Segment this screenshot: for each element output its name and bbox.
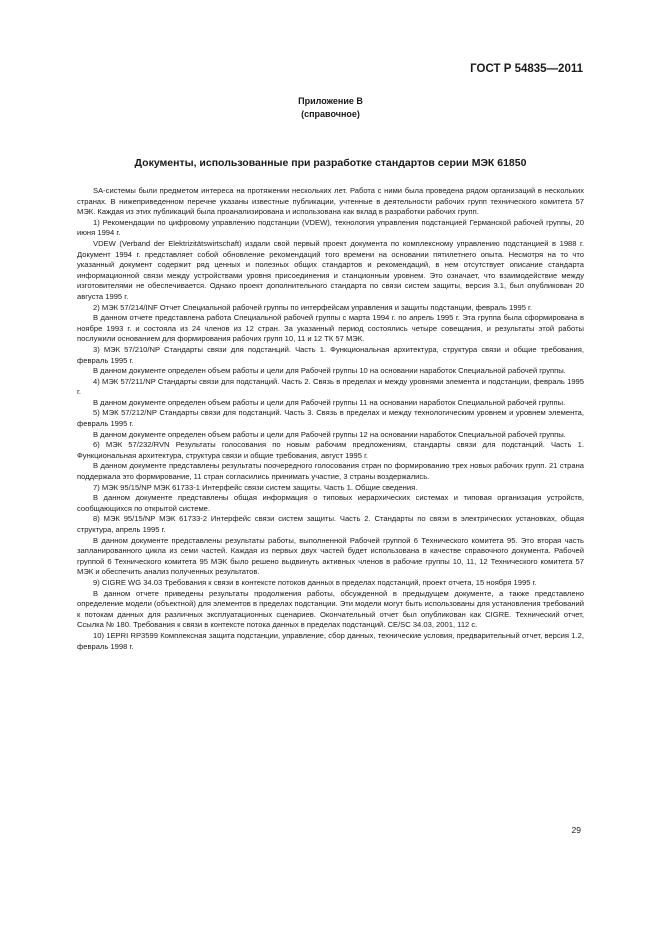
item-3: 3) МЭК 57/210/NP Стандарты связи для подстанций. Часть 1. Функциональная архитектура, структура связи и общие требования, февраль 1995 г.	[77, 344, 584, 365]
appendix-type: (справочное)	[301, 109, 360, 119]
section-title: Документы, использованные при разработке стандартов серии МЭК 61850	[134, 157, 527, 169]
item-6-description: В данном документе представлены результаты поочередного голосования стран по формированию трех новых рабочих групп. 21 страна поддержала это формирование, 11 стран согласились принимать участие, 3 страны воздержались.	[77, 461, 584, 482]
item-9: 9) CIGRE WG 34.03 Требования к связи в контексте потоков данных в пределах подстанций, проект отчета, 15 ноября 1995 г.	[93, 577, 537, 587]
document-id: ГОСТ Р 54835—2011	[470, 63, 583, 75]
item-5-description: В данном документе определен объем работы и цели для Рабочей группы 12 на основании наработок Специальной рабочей группы.	[93, 429, 566, 439]
item-7: 7) МЭК 95/15/NP МЭК 61733-1 Интерфейс связи систем защиты. Часть 1. Общие сведения.	[93, 482, 418, 492]
item-8: 8) МЭК 95/15/NP МЭК 61733-2 Интерфейс связи систем защиты. Часть 2. Стандарты по связи в электрических установках, общая структура, апрель 1995 г.	[77, 514, 584, 534]
item-10: 10) 1EPRI RP3599 Комплексная защита подстанции, управление, сбор данных, технические условия, предварительный отчет, версия 1.2, февраль 1998 г.	[77, 630, 584, 651]
item-2-description: В данном отчете представлена работа Специальной рабочей группы с марта 1994 г. по апрель 1995 г. Эта группа была сформирована в ноябре 1993 г. и состояла из 24 членов из 12 стран. За указанный период состоялись четыре совещания, и результаты этой работы послужили основанием для формирования рабочих групп 10, 11 и 12 ТК 57 МЭК.	[77, 313, 584, 344]
appendix-name: Приложение В	[298, 96, 363, 106]
body-text	[77, 186, 584, 652]
item-2: 2) МЭК 57/214/INF Отчет Специальной рабочей группы по интерфейсам управления и защиты подстанции, февраль 1995 г.	[93, 302, 532, 312]
item-5: 5) МЭК 57/212/NP Стандарты связи для подстанций. Часть 3. Связь в пределах и между технологическим уровнем и уровнем элемента, февраль 1995 г.	[77, 408, 584, 429]
item-4-description: В данном документе определен объем работы и цели для Рабочей группы 11 на основании наработок Специальной рабочей группы.	[93, 397, 566, 407]
item-3-description: В данном документе определен объем работы и цели для Рабочей группы 10 на основании наработок Специальной рабочей группы.	[93, 366, 566, 376]
item-7-description: В данном документе представлены общая информация о типовых иерархических системах и типовая организация устройств, сообщающихся по открытой системе.	[77, 493, 584, 513]
page-number: 29	[571, 825, 581, 835]
item-1: 1) Рекомендации по цифровому управлению подстанции (VDEW), технология управления подстанцией Германской рабочей группы, 20 июня 1994 г.	[77, 217, 584, 238]
appendix-heading	[0, 95, 661, 121]
item-6: 6) МЭК 57/232/RVN Результаты голосования по новым рабочим предложениям, стандарты связи для подстанций. Часть 1. Функциональная архитектура, структура связи и общие требования, август 1995 г.	[77, 440, 584, 460]
item-4: 4) МЭК 57/211/NP Стандарты связи для подстанций. Часть 2. Связь в пределах и между уровнями элемента и подстанции, февраль 1995 г.	[77, 376, 584, 397]
item-8-description: В данном документе представлены результаты работы, выполненной Рабочей группой 6 Технического комитета 95. Это вторая часть запланированного цикла из семи частей. Каждая из первых двух частей будет использована в качестве справочного документа. Рабочей группой 6 Технического комитета 95 МЭК было решено выдвинуть активных членов в рабочие группы 10, 11, 12 Технического комитета 57 МЭК и обеспечить анализ полученных результатов.	[77, 535, 584, 577]
item-1-description: VDEW (Verband der Elektrizitätswirtschaft) издали свой первый проект документа по комплексному управлению подстанцией в 1988 г. Документ 1994 г. представляет собой обновление рекомендаций того времени на основании пятилетнего опыта. Несмотря на то что указанный документ содержит ряд ценных и полезных общих стандартов и рекомендаций, в нем отсутствует описание стандарта информационной связи между устройствами уровня присоединения и станционным уровнем. Это означает, что взаимодействие между изготовителями не обеспечивается. Однако проект дополнительного стандарта по связи систем защиты, версия 3.1, был опубликован 20 августа 1995 г.	[77, 238, 584, 301]
intro-paragraph: SA-системы были предметом интереса на протяжении нескольких лет. Работа с ними была проведена рядом организаций в нескольких странах. В нижеприведенном перечне указаны известные публикации, учтенные в деятельности рабочих групп технического комитета 57 МЭК. Каждая из этих публикаций была проанализирована и использована как вклад в разработки рабочих групп.	[77, 186, 584, 217]
item-9-description: В данном отчете приведены результаты продолжения работы, обсужденной в предыдущем документе, а также представлено определение модели (объектной) для элементов в пределах подстанции. Эти модели могут быть использованы для установления требований к потокам данных для различных эксплуатационных сценариев. Окончательный отчет был опубликован как CIGRE. Технический отчет, Ссылка № 180. Требования к связи в контексте потока данных в пределах подстанций. CE/SC 34.03, 2001, 112 с.	[77, 588, 584, 630]
